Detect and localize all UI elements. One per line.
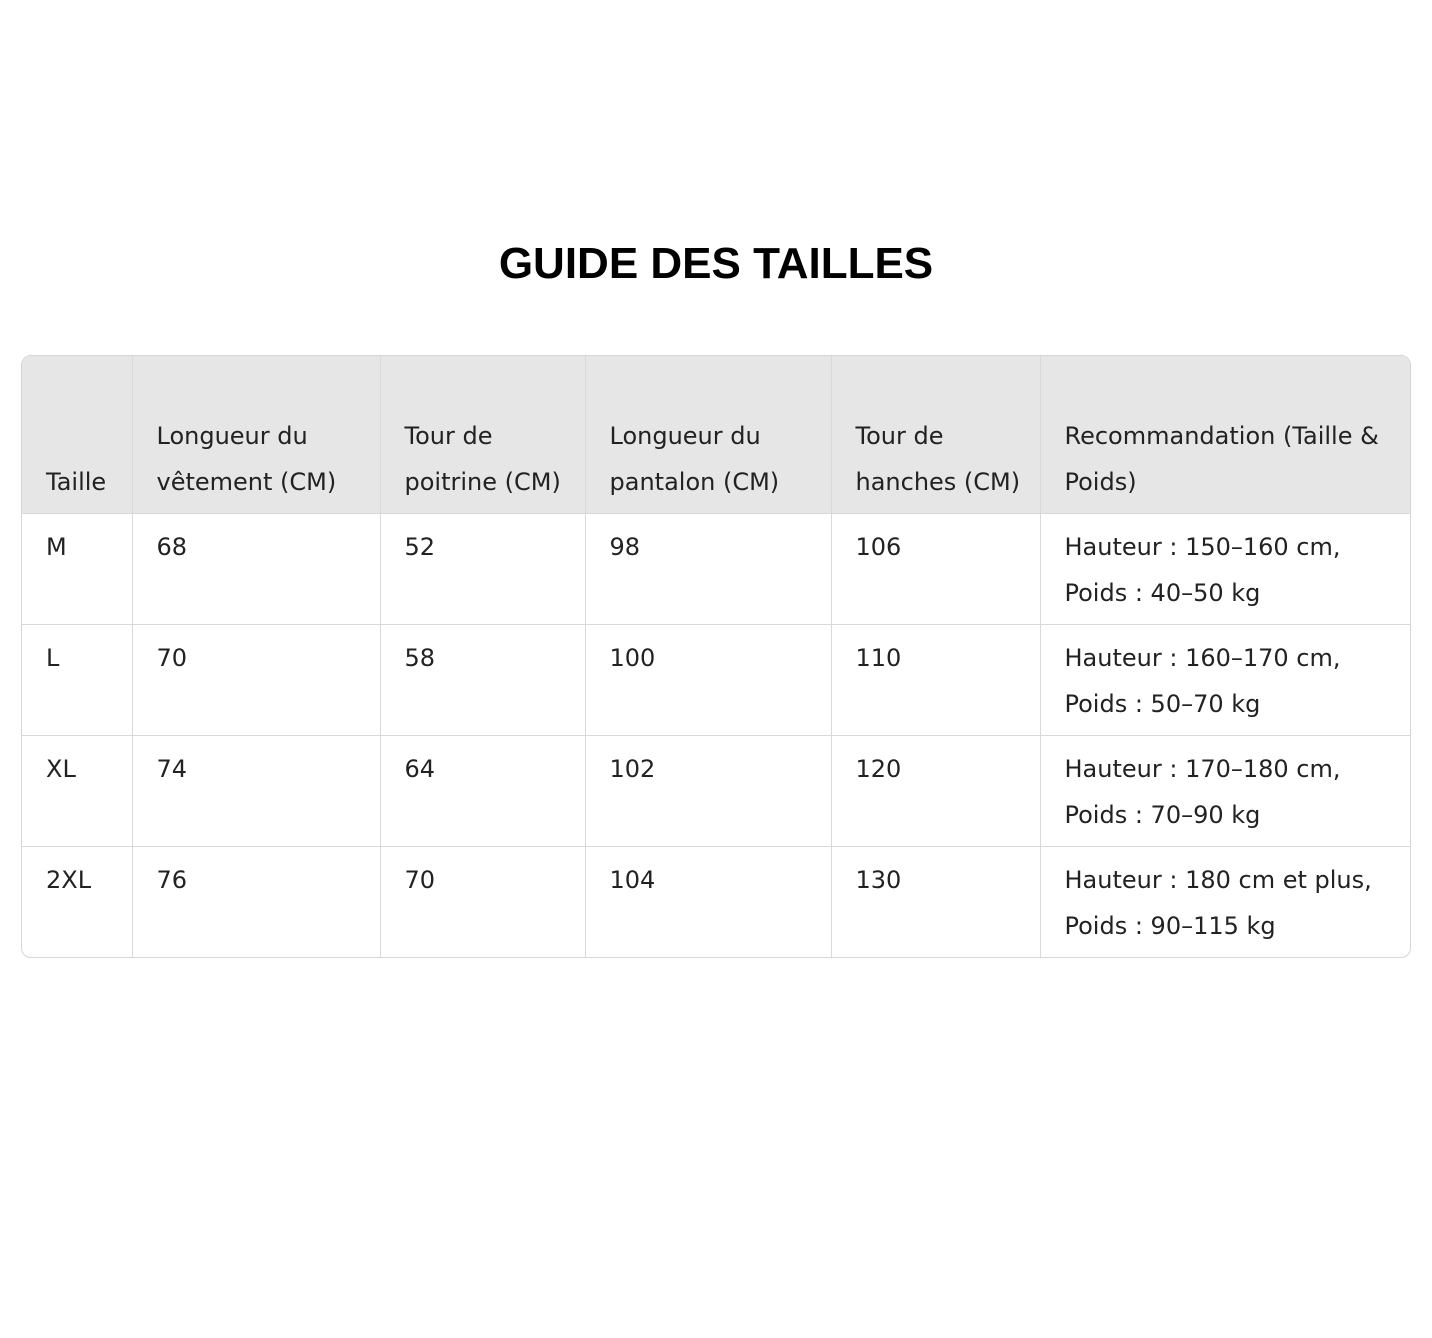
cell-hips: 120: [831, 735, 1040, 846]
cell-size: XL: [22, 735, 132, 846]
recommendation-weight: Poids : 90–115 kg: [1064, 911, 1276, 940]
cell-recommendation: [1040, 513, 1410, 624]
table-row: [22, 624, 1410, 735]
cell-pants-length: 102: [585, 735, 831, 846]
header-taille: Taille: [22, 356, 132, 513]
table-row: [22, 846, 1410, 957]
cell-garment-length: 70: [132, 624, 380, 735]
cell-pants-length: 104: [585, 846, 831, 957]
cell-chest: 70: [380, 846, 585, 957]
cell-garment-length: 76: [132, 846, 380, 957]
size-guide-table: [21, 355, 1411, 958]
cell-recommendation: [1040, 846, 1410, 957]
cell-recommendation: [1040, 624, 1410, 735]
header-hips: Tour de hanches (CM): [831, 356, 1040, 513]
cell-pants-length: 100: [585, 624, 831, 735]
cell-hips: 110: [831, 624, 1040, 735]
recommendation-weight: Poids : 40–50 kg: [1064, 578, 1261, 607]
table-row: [22, 513, 1410, 624]
cell-size: M: [22, 513, 132, 624]
recommendation-height: Hauteur : 150–160 cm,: [1064, 532, 1341, 561]
header-chest: Tour de poitrine (CM): [380, 356, 585, 513]
header-pants-length: Longueur du pantalon (CM): [585, 356, 831, 513]
recommendation-height: Hauteur : 170–180 cm,: [1064, 754, 1341, 783]
header-recommendation: Recommandation (Taille & Poids): [1040, 356, 1410, 513]
recommendation-weight: Poids : 50–70 kg: [1064, 689, 1261, 718]
header-garment-length: Longueur du vêtement (CM): [132, 356, 380, 513]
recommendation-weight: Poids : 70–90 kg: [1064, 800, 1261, 829]
recommendation-height: Hauteur : 180 cm et plus,: [1064, 865, 1372, 894]
table-row: [22, 735, 1410, 846]
cell-chest: 52: [380, 513, 585, 624]
cell-recommendation: [1040, 735, 1410, 846]
cell-pants-length: 98: [585, 513, 831, 624]
cell-garment-length: 74: [132, 735, 380, 846]
table-header-row: [22, 356, 1410, 513]
recommendation-height: Hauteur : 160–170 cm,: [1064, 643, 1341, 672]
cell-size: L: [22, 624, 132, 735]
cell-garment-length: 68: [132, 513, 380, 624]
cell-hips: 106: [831, 513, 1040, 624]
cell-chest: 58: [380, 624, 585, 735]
cell-hips: 130: [831, 846, 1040, 957]
page-title: GUIDE DES TAILLES: [498, 239, 934, 288]
cell-chest: 64: [380, 735, 585, 846]
cell-size: 2XL: [22, 846, 132, 957]
